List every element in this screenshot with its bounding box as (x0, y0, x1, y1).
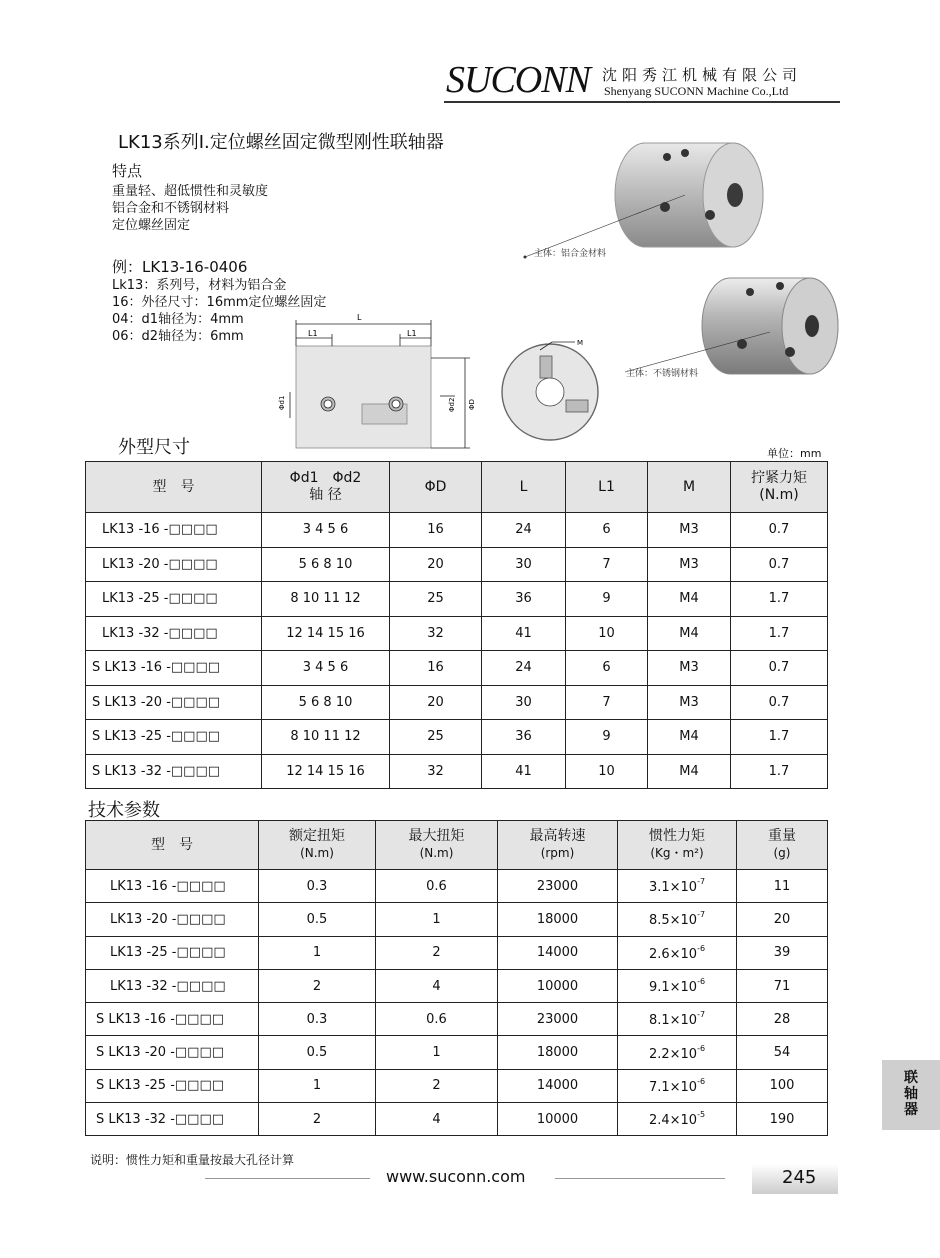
inertia-exponent: -6 (697, 1076, 706, 1086)
cell-bore: 8 10 11 12 (262, 582, 390, 617)
cell-torque: 0.7 (731, 513, 828, 548)
header-max-top: 最大扭矩 (408, 828, 465, 844)
cell-inertia (618, 1003, 737, 1036)
cell-L1: 9 (566, 720, 648, 755)
cell-inertia (618, 1069, 737, 1102)
example-item: 06：d2轴径为：6mm (112, 329, 244, 344)
cell-L: 30 (482, 547, 566, 582)
cell-speed: 23000 (498, 870, 618, 903)
cell-D: 25 (390, 720, 482, 755)
table-row (86, 936, 828, 969)
cell-M: M3 (648, 547, 731, 582)
aluminum-coupling-photo (505, 135, 765, 260)
header-max-bottom: (N.m) (419, 846, 454, 860)
cell-M: M4 (648, 616, 731, 651)
cell-speed: 14000 (498, 936, 618, 969)
cell-rated: 0.3 (259, 870, 376, 903)
table-row (86, 720, 828, 755)
cell-M: M4 (648, 720, 731, 755)
side-tab-char: 器 (904, 1102, 918, 1118)
table-row (86, 1069, 828, 1102)
section-side-tab[interactable] (882, 1060, 940, 1130)
header-L: L (482, 462, 566, 513)
cell-bore: 12 14 15 16 (262, 616, 390, 651)
cell-D: 32 (390, 754, 482, 789)
dimensions-heading: 外型尺寸 (118, 437, 190, 458)
inertia-base: 2.4×10 (648, 1113, 698, 1129)
unit-note: 单位：mm (767, 447, 822, 460)
header-L1: L1 (566, 462, 648, 513)
label-d1: Φd1 (278, 395, 286, 410)
cell-L: 24 (482, 513, 566, 548)
cell-rated: 2 (259, 1103, 376, 1136)
label-d2: Φd2 (448, 397, 456, 412)
steel-caption: 主体：不锈钢材料 (626, 369, 699, 379)
company-name-en: Shenyang SUCONN Machine Co.,Ltd (604, 84, 789, 98)
cell-rated: 2 (259, 969, 376, 1002)
table-header-row (86, 821, 828, 870)
cell-speed: 18000 (498, 903, 618, 936)
cell-D: 20 (390, 547, 482, 582)
inertia-exponent: -7 (697, 1010, 706, 1020)
cell-L: 41 (482, 616, 566, 651)
cell-rated: 0.5 (259, 1036, 376, 1069)
table-row (86, 903, 828, 936)
cell-inertia (618, 969, 737, 1002)
inertia-base: 2.6×10 (648, 946, 698, 962)
table-row (86, 1003, 828, 1036)
table-row (86, 1103, 828, 1136)
example-item: Lk13：系列号，材料为铝合金 (112, 278, 287, 293)
cell-D: 25 (390, 582, 482, 617)
cell-bore: 3 4 5 6 (262, 513, 390, 548)
cell-inertia (618, 1103, 737, 1136)
inertia-exponent: -6 (697, 977, 706, 987)
header-inertia (618, 821, 737, 870)
cell-max: 4 (376, 969, 498, 1002)
cell-L1: 10 (566, 616, 648, 651)
cell-bore: 5 6 8 10 (262, 685, 390, 720)
table-row (86, 513, 828, 548)
company-name-cn: 沈阳秀江机械有限公司 (602, 66, 803, 84)
dimensions-table (85, 461, 828, 789)
header-model: 型 号 (86, 821, 259, 870)
label-M: M (577, 339, 584, 347)
cell-bore: 8 10 11 12 (262, 720, 390, 755)
header-torque-top: 拧紧力矩 (751, 470, 807, 486)
feature-item: 重量轻、超低惯性和灵敏度 (112, 184, 269, 199)
cell-inertia (618, 870, 737, 903)
header-divider (444, 101, 840, 103)
cell-M: M3 (648, 513, 731, 548)
cell-L1: 9 (566, 582, 648, 617)
cell-model: S LK13 -25 -□□□□ (86, 1069, 259, 1102)
side-tab-char: 联 (904, 1070, 918, 1086)
cell-bore: 3 4 5 6 (262, 651, 390, 686)
inertia-exponent: -7 (697, 877, 706, 887)
header-bore (262, 462, 390, 513)
inertia-base: 2.2×10 (648, 1046, 698, 1062)
header-torque (731, 462, 828, 513)
technical-table (85, 820, 828, 1136)
features-heading: 特点 (112, 162, 143, 180)
cell-model: S LK13 -25 -□□□□ (86, 720, 262, 755)
cell-speed: 23000 (498, 1003, 618, 1036)
cell-max: 0.6 (376, 1003, 498, 1036)
cell-weight: 28 (737, 1003, 828, 1036)
cell-L1: 7 (566, 685, 648, 720)
page-number: 245 (782, 1167, 817, 1188)
cell-L1: 6 (566, 513, 648, 548)
feature-item: 铝合金和不锈钢材料 (112, 201, 230, 216)
header-inertia-top: 惯性力矩 (649, 828, 705, 844)
label-L: L (357, 313, 362, 322)
cell-model: LK13 -16 -□□□□ (86, 513, 262, 548)
side-tab-char: 轴 (904, 1086, 918, 1102)
header-rated-torque (259, 821, 376, 870)
cell-speed: 10000 (498, 969, 618, 1002)
cell-weight: 100 (737, 1069, 828, 1102)
cell-model: S LK13 -20 -□□□□ (86, 685, 262, 720)
cell-model: S LK13 -32 -□□□□ (86, 754, 262, 789)
inertia-exponent: -5 (697, 1110, 706, 1120)
cell-max: 1 (376, 1036, 498, 1069)
table-row (86, 754, 828, 789)
header-speed-top: 最高转速 (529, 828, 586, 844)
label-D: ΦD (468, 399, 476, 410)
inertia-exponent: -6 (697, 1043, 706, 1053)
cell-torque: 1.7 (731, 582, 828, 617)
cell-D: 16 (390, 513, 482, 548)
features-list (112, 183, 268, 234)
header-D: ΦD (390, 462, 482, 513)
label-L1-right: L1 (407, 329, 417, 338)
cell-speed: 14000 (498, 1069, 618, 1102)
cell-L1: 10 (566, 754, 648, 789)
cell-model: S LK13 -16 -□□□□ (86, 651, 262, 686)
technical-heading: 技术参数 (88, 800, 160, 821)
cell-max: 2 (376, 936, 498, 969)
footer-divider-left (205, 1178, 370, 1179)
cell-L: 36 (482, 720, 566, 755)
header-rated-top: 额定扭矩 (289, 828, 345, 844)
inertia-base: 7.1×10 (648, 1079, 698, 1095)
cell-inertia (618, 936, 737, 969)
header-model: 型 号 (86, 462, 262, 513)
cell-weight: 20 (737, 903, 828, 936)
label-L1-left: L1 (308, 329, 318, 338)
inertia-base: 8.5×10 (648, 913, 698, 929)
cell-model: LK13 -20 -□□□□ (86, 547, 262, 582)
cell-max: 0.6 (376, 870, 498, 903)
cell-model: LK13 -32 -□□□□ (86, 616, 262, 651)
cell-bore: 5 6 8 10 (262, 547, 390, 582)
cell-torque: 1.7 (731, 720, 828, 755)
cell-model: LK13 -25 -□□□□ (86, 936, 259, 969)
cell-M: M4 (648, 754, 731, 789)
cell-D: 32 (390, 616, 482, 651)
cell-M: M3 (648, 651, 731, 686)
cell-weight: 190 (737, 1103, 828, 1136)
cell-model: S LK13 -20 -□□□□ (86, 1036, 259, 1069)
cell-model: S LK13 -16 -□□□□ (86, 1003, 259, 1036)
cell-model: LK13 -25 -□□□□ (86, 582, 262, 617)
cell-model: LK13 -16 -□□□□ (86, 870, 259, 903)
cell-speed: 10000 (498, 1103, 618, 1136)
header-inertia-bottom: (Kg・m²) (650, 846, 704, 860)
feature-item: 定位螺丝固定 (112, 218, 191, 233)
inertia-base: 8.1×10 (648, 1013, 698, 1029)
inertia-base: 3.1×10 (648, 880, 698, 896)
cell-inertia (618, 903, 737, 936)
header-weight-bottom: (g) (773, 846, 791, 860)
cell-M: M4 (648, 582, 731, 617)
inertia-base: 9.1×10 (648, 980, 698, 996)
cell-speed: 18000 (498, 1036, 618, 1069)
cell-rated: 0.5 (259, 903, 376, 936)
table-row (86, 870, 828, 903)
table-row (86, 547, 828, 582)
table-row (86, 651, 828, 686)
header-bore-bottom: 轴 径 (309, 487, 342, 503)
dimension-drawing (270, 308, 630, 458)
cell-rated: 1 (259, 936, 376, 969)
inertia-exponent: -6 (697, 943, 706, 953)
cell-torque: 1.7 (731, 754, 828, 789)
cell-torque: 0.7 (731, 685, 828, 720)
footer-divider-right (555, 1178, 725, 1179)
cell-L1: 7 (566, 547, 648, 582)
cell-max: 2 (376, 1069, 498, 1102)
cell-torque: 0.7 (731, 651, 828, 686)
cell-model: LK13 -20 -□□□□ (86, 903, 259, 936)
cell-torque: 0.7 (731, 547, 828, 582)
example-heading: 例：LK13-16-0406 (112, 258, 248, 276)
header-bore-top: Φd1 Φd2 (289, 470, 362, 486)
cell-weight: 11 (737, 870, 828, 903)
table-row (86, 1036, 828, 1069)
cell-weight: 71 (737, 969, 828, 1002)
header-M: M (648, 462, 731, 513)
header-rated-bottom: (N.m) (300, 846, 334, 860)
cell-max: 1 (376, 903, 498, 936)
cell-L: 41 (482, 754, 566, 789)
header-max-torque (376, 821, 498, 870)
cell-L1: 6 (566, 651, 648, 686)
cell-L: 30 (482, 685, 566, 720)
cell-M: M3 (648, 685, 731, 720)
brand-logo: SUCONN (446, 59, 590, 101)
inertia-exponent: -7 (697, 910, 706, 920)
website-link[interactable]: www.suconn.com (386, 1167, 526, 1186)
cell-inertia (618, 1036, 737, 1069)
example-item: 04：d1轴径为：4mm (112, 312, 244, 327)
header-speed-bottom: (rpm) (540, 846, 575, 860)
example-item: 16：外径尺寸：16mm定位螺丝固定 (112, 295, 327, 310)
table-row (86, 685, 828, 720)
header-torque-bottom: (N.m) (759, 487, 799, 503)
cell-D: 20 (390, 685, 482, 720)
table-header-row (86, 462, 828, 513)
table-row (86, 582, 828, 617)
header-weight-top: 重量 (768, 828, 796, 844)
cell-rated: 1 (259, 1069, 376, 1102)
cell-bore: 12 14 15 16 (262, 754, 390, 789)
table-row (86, 969, 828, 1002)
cell-D: 16 (390, 651, 482, 686)
footnote: 说明：惯性力矩和重量按最大孔径计算 (90, 1153, 295, 1167)
page-title: LK13系列Ⅰ.定位螺丝固定微型刚性联轴器 (118, 132, 444, 153)
cell-max: 4 (376, 1103, 498, 1136)
header-max-speed (498, 821, 618, 870)
header-weight (737, 821, 828, 870)
cell-L: 24 (482, 651, 566, 686)
cell-torque: 1.7 (731, 616, 828, 651)
aluminum-caption: 主体：铝合金材料 (534, 249, 607, 259)
cell-model: LK13 -32 -□□□□ (86, 969, 259, 1002)
cell-model: S LK13 -32 -□□□□ (86, 1103, 259, 1136)
cell-L: 36 (482, 582, 566, 617)
cell-weight: 39 (737, 936, 828, 969)
table-row (86, 616, 828, 651)
cell-weight: 54 (737, 1036, 828, 1069)
cell-rated: 0.3 (259, 1003, 376, 1036)
